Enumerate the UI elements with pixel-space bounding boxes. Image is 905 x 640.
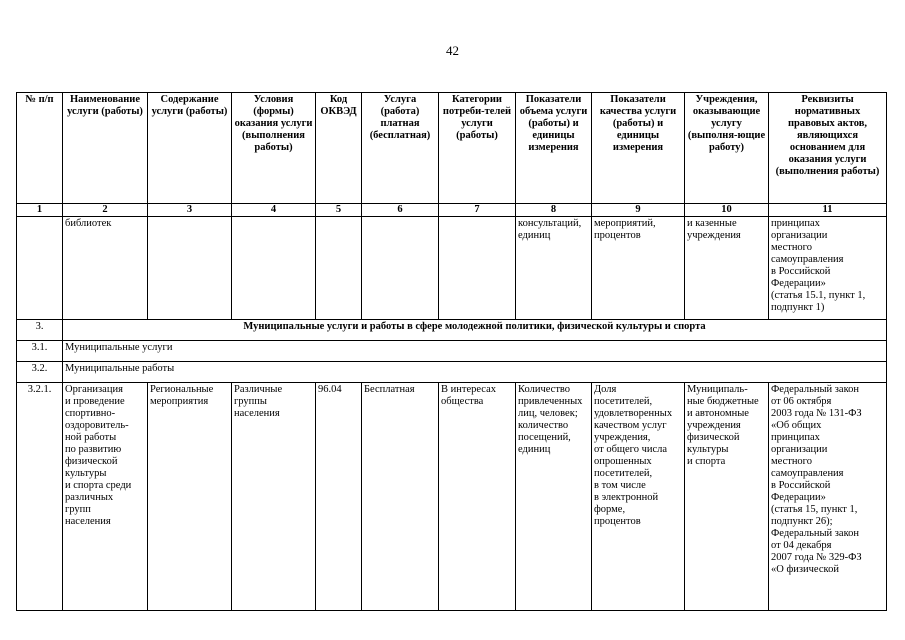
table-cell: [232, 217, 316, 320]
column-number: 10: [685, 204, 769, 217]
column-number: 3: [148, 204, 232, 217]
subsection-number: 3.2.: [17, 362, 63, 383]
subsection-number: 3.1.: [17, 341, 63, 362]
table-cell: 3.2.1.: [17, 383, 63, 611]
table-cell: Муниципаль- ные бюджетные и автономные учреждения физической культуры и спорта: [685, 383, 769, 611]
table-cell: и казенные учреждения: [685, 217, 769, 320]
header-cell: Реквизиты нормативных правовых актов, являющихся основанием для оказания услуги (выполнения работы): [769, 93, 887, 204]
table-cell: Организация и проведение спортивно- оздоровитель- ной работы по развитию физической культуры и спорта среди различных групп населения: [63, 383, 148, 611]
table-cell: библиотек: [63, 217, 148, 320]
table-cell: [362, 217, 439, 320]
table-cell: мероприятий, процентов: [592, 217, 685, 320]
table-cell: [148, 217, 232, 320]
header-cell: Показатели объема услуги (работы) и единицы измерения: [516, 93, 592, 204]
table-cell: 96.04: [316, 383, 362, 611]
column-number-row: [17, 204, 887, 217]
table-cell: [17, 217, 63, 320]
table-cell: Региональные мероприятия: [148, 383, 232, 611]
table-cell: [316, 217, 362, 320]
header-cell: Содержание услуги (работы): [148, 93, 232, 204]
table-cell: консультаций, единиц: [516, 217, 592, 320]
table-cell: Доля посетителей, удовлетворенных качеством услуг учреждения, от общего числа опрошенных посетителей, в том числе в электронной форме, процентов: [592, 383, 685, 611]
table-cell: [439, 217, 516, 320]
header-cell: № п/п: [17, 93, 63, 204]
services-table: [16, 92, 887, 611]
column-number: 9: [592, 204, 685, 217]
subsection-title: Муниципальные работы: [63, 362, 887, 383]
header-cell: Условия (формы) оказания услуги (выполнения работы): [232, 93, 316, 204]
table-row: [17, 383, 887, 611]
header-cell: Код ОКВЭД: [316, 93, 362, 204]
section-row: [17, 320, 887, 341]
table-cell: Количество привлеченных лиц, человек; количество посещений, единиц: [516, 383, 592, 611]
table-cell: Различные группы населения: [232, 383, 316, 611]
column-number: 4: [232, 204, 316, 217]
page-number: 42: [446, 43, 459, 58]
column-number: 7: [439, 204, 516, 217]
table-cell: принципах организации местного самоуправления в Российской Федерации» (статья 15.1, пункт 1, подпункт 1): [769, 217, 887, 320]
header-cell: Наименование услуги (работы): [63, 93, 148, 204]
subsection-row: [17, 341, 887, 362]
table-cell: В интересах общества: [439, 383, 516, 611]
column-number: 6: [362, 204, 439, 217]
column-number: 1: [17, 204, 63, 217]
header-row: [17, 93, 887, 204]
header-cell: Категории потреби-телей услуги (работы): [439, 93, 516, 204]
subsection-title: Муниципальные услуги: [63, 341, 887, 362]
column-number: 2: [63, 204, 148, 217]
header-cell: Показатели качества услуги (работы) и единицы измерения: [592, 93, 685, 204]
section-number: 3.: [17, 320, 63, 341]
header-cell: Учреждения, оказывающие услугу (выполня-ющие работу): [685, 93, 769, 204]
table-cell: Бесплатная: [362, 383, 439, 611]
table-row: [17, 217, 887, 320]
column-number: 5: [316, 204, 362, 217]
table-cell: Федеральный закон от 06 октября 2003 года № 131-ФЗ «Об общих принципах организации местного самоуправления в Российской Федерации» (статья 15, пункт 1, подпункт 26); Федеральный закон от 04 декабря 2007 года № 329-ФЗ «О физической: [769, 383, 887, 611]
section-title: Муниципальные услуги и работы в сфере молодежной политики, физической культуры и спорта: [63, 320, 887, 341]
column-number: 8: [516, 204, 592, 217]
header-cell: Услуга (работа) платная (бесплатная): [362, 93, 439, 204]
column-number: 11: [769, 204, 887, 217]
subsection-row: [17, 362, 887, 383]
